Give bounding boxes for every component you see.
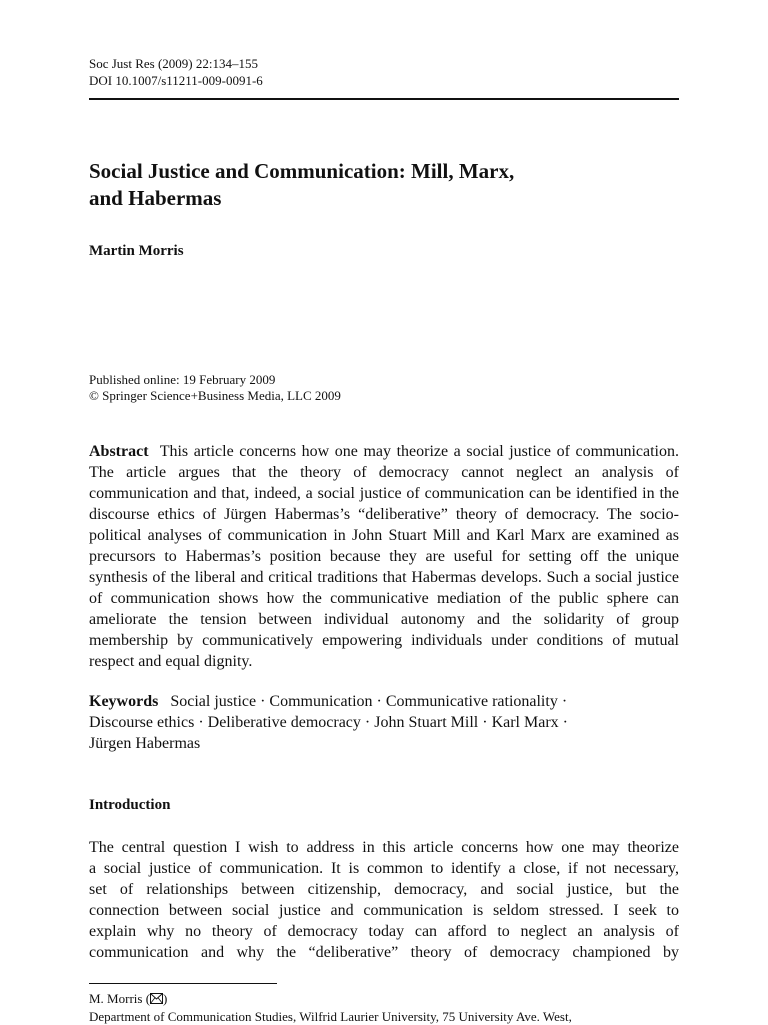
footnote-author-close: ) (163, 991, 168, 1006)
abstract-text: This article concerns how one may theorize a social justice of communication. The article argues that the theory of democracy cannot neglect an analysis of communication and that, indeed, a social justice of communication can be identified in the discourse ethics of Jürgen Habermas’s “deliberative” theory of democracy. The socio-political analyses of communication in John Stuart Mill and Karl Marx are examined as precursors to Habermas’s position because they are useful for setting off the unique synthesis of the liberal and critical traditions that Habermas develops. Such a social justice of communication shows how the communicative mediation of the public sphere can ameliorate the tension between individual autonomy and the solidarity of group membership by communicatively empowering individuals under conditions of mutual respect and equal dignity. (89, 443, 680, 670)
publication-info (89, 372, 341, 404)
footnote-rule (89, 983, 277, 984)
article-title-line-1: Social Justice and Communication: Mill, Marx, (89, 159, 515, 183)
keywords (89, 691, 679, 754)
author-affiliation: Department of Communication Studies, Wilfrid Laurier University, 75 University Ave. West, (89, 1009, 572, 1024)
keyword: Deliberative democracy (207, 714, 361, 731)
introduction-line: connection between social justice and communication is seldom stressed. I seek to (89, 902, 679, 919)
footnote (89, 990, 679, 1025)
introduction-line: explain why no theory of democracy today can afford to neglect an analysis of (89, 923, 679, 940)
keyword: Social justice (170, 693, 257, 710)
introduction-paragraph (89, 837, 679, 963)
keyword-separator: · (364, 714, 371, 731)
article-title (89, 158, 679, 212)
keyword: Jürgen Habermas (89, 735, 201, 752)
keywords-line-3 (89, 733, 679, 754)
keyword-separator: · (561, 693, 568, 710)
keyword-separator: · (482, 714, 488, 731)
section-heading-introduction: Introduction (89, 797, 171, 813)
keywords-line-1 (89, 691, 679, 712)
keyword: Discourse ethics (89, 714, 195, 731)
introduction-line: set of relationships between citizenship, democracy, and social justice, but the (89, 881, 679, 898)
keyword-separator: · (562, 714, 568, 731)
keyword-separator: · (260, 693, 266, 710)
introduction-line: The central question I wish to address in this article concerns how one may theorize (89, 839, 679, 856)
introduction-line: communication and why the “deliberative” theory of democracy championed by (89, 944, 679, 961)
keywords-label: Keywords (89, 693, 159, 710)
keyword: Communication (269, 693, 373, 710)
footnote-author: M. Morris ( (89, 991, 151, 1006)
envelope-icon (150, 991, 163, 1008)
keywords-line-2 (89, 712, 679, 733)
author-name: Martin Morris (89, 243, 184, 259)
doi: DOI 10.1007/s11211-009-0091-6 (89, 73, 263, 88)
copyright-notice: © Springer Science+Business Media, LLC 2009 (89, 388, 341, 403)
journal-citation: Soc Just Res (2009) 22:134–155 (89, 56, 258, 71)
header-rule (89, 98, 679, 100)
introduction-line: a social justice of communication. It is common to identify a close, if not necessary, (89, 860, 679, 877)
article-title-line-2: and Habermas (89, 186, 222, 210)
corresponding-author (89, 990, 679, 1008)
keyword: John Stuart Mill (374, 714, 479, 731)
keyword-separator: · (376, 693, 382, 710)
journal-reference (89, 55, 263, 89)
abstract-label: Abstract (89, 443, 149, 460)
keyword-separator: · (198, 714, 204, 731)
keyword: Karl Marx (491, 714, 559, 731)
article-page (89, 0, 679, 1024)
keyword: Communicative rationality (385, 693, 558, 710)
published-online-date: Published online: 19 February 2009 (89, 372, 276, 387)
abstract (89, 441, 679, 672)
